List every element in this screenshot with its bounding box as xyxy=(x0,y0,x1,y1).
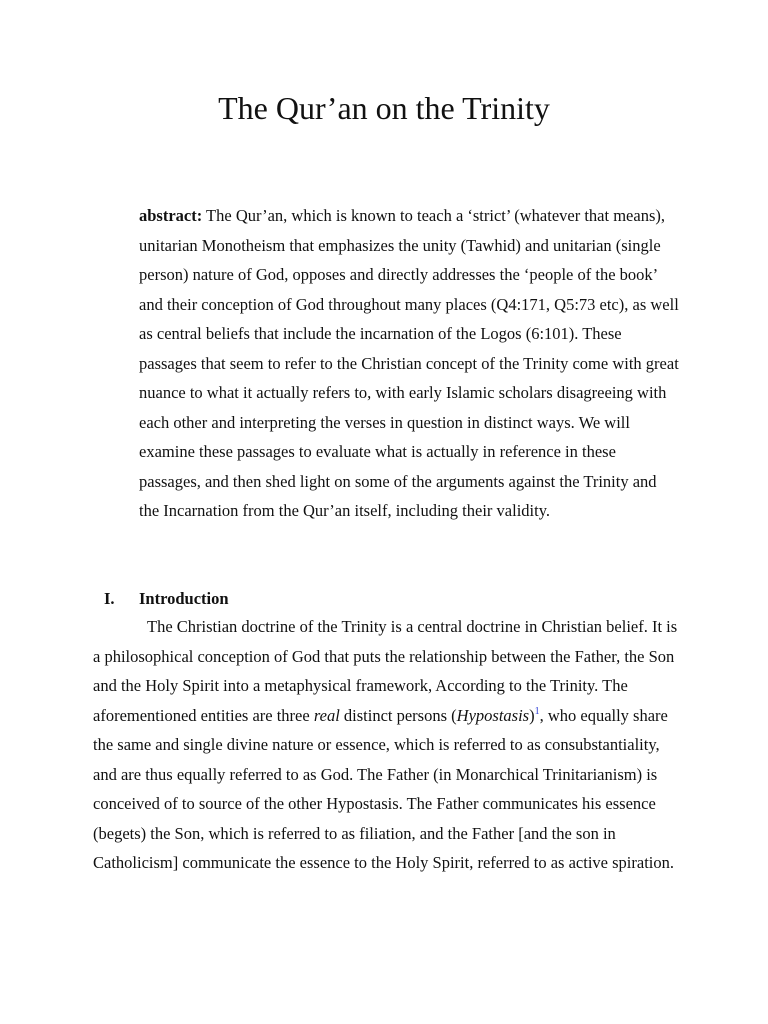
section-title: Introduction xyxy=(139,589,229,608)
abstract-paragraph xyxy=(139,201,679,526)
intro-italic-real: real xyxy=(313,705,340,725)
document-title: The Qur’an on the Trinity xyxy=(218,90,550,126)
introduction-paragraph xyxy=(93,612,678,878)
abstract-label: abstract: xyxy=(139,206,203,225)
intro-text-2: distinct persons ( xyxy=(339,705,457,725)
intro-text-3: ) xyxy=(529,705,535,725)
section-heading xyxy=(104,587,229,611)
footnote-link[interactable]: 1 xyxy=(534,705,540,717)
section-number: I. xyxy=(104,589,115,608)
intro-text-1: The Christian doctrine of the Trinity is a central doctrine in Christian belief. It is a philosophical conception of God that puts the relationship between the Father, the Son and the Holy Spirit into a metaphysical framework, According to the Trinity. The aforementioned entities are three xyxy=(93,617,678,725)
intro-italic-hypostasis: Hypostasis xyxy=(456,705,530,725)
abstract-text: The Qur’an, which is known to teach a ‘strict’ (whatever that means), unitarian Monotheism that emphasizes the unity (Tawhid) and unitarian (single person) nature of God, opposes and directly addresses the ‘people of the book’ and their conception of God throughout many places (Q4:171, Q5:73 etc), as well as central beliefs that include the incarnation of the Logos (6:101). These passages that seem to refer to the Christian concept of the Trinity come with great nuance to what it actually refers to, with early Islamic scholars disagreeing with each other and interpreting the verses in question in distinct ways. We will examine these passages to evaluate what is actually in reference in these passages, and then shed light on some of the arguments against the Trinity and the Incarnation from the Qur’an itself, including their validity. xyxy=(139,206,679,520)
intro-text-4: , who equally share the same and single divine nature or essence, which is referred to as consubstantiality, and are thus equally referred to as God. The Father (in Monarchical Trinitarianism) is conceived of to source of the other Hypostasis. The Father communicates his essence (begets) the Son, which is referred to as filiation, and the Father [and the son in Catholicism] communicate the essence to the Holy Spirit, referred to as active spiration. xyxy=(93,705,674,872)
